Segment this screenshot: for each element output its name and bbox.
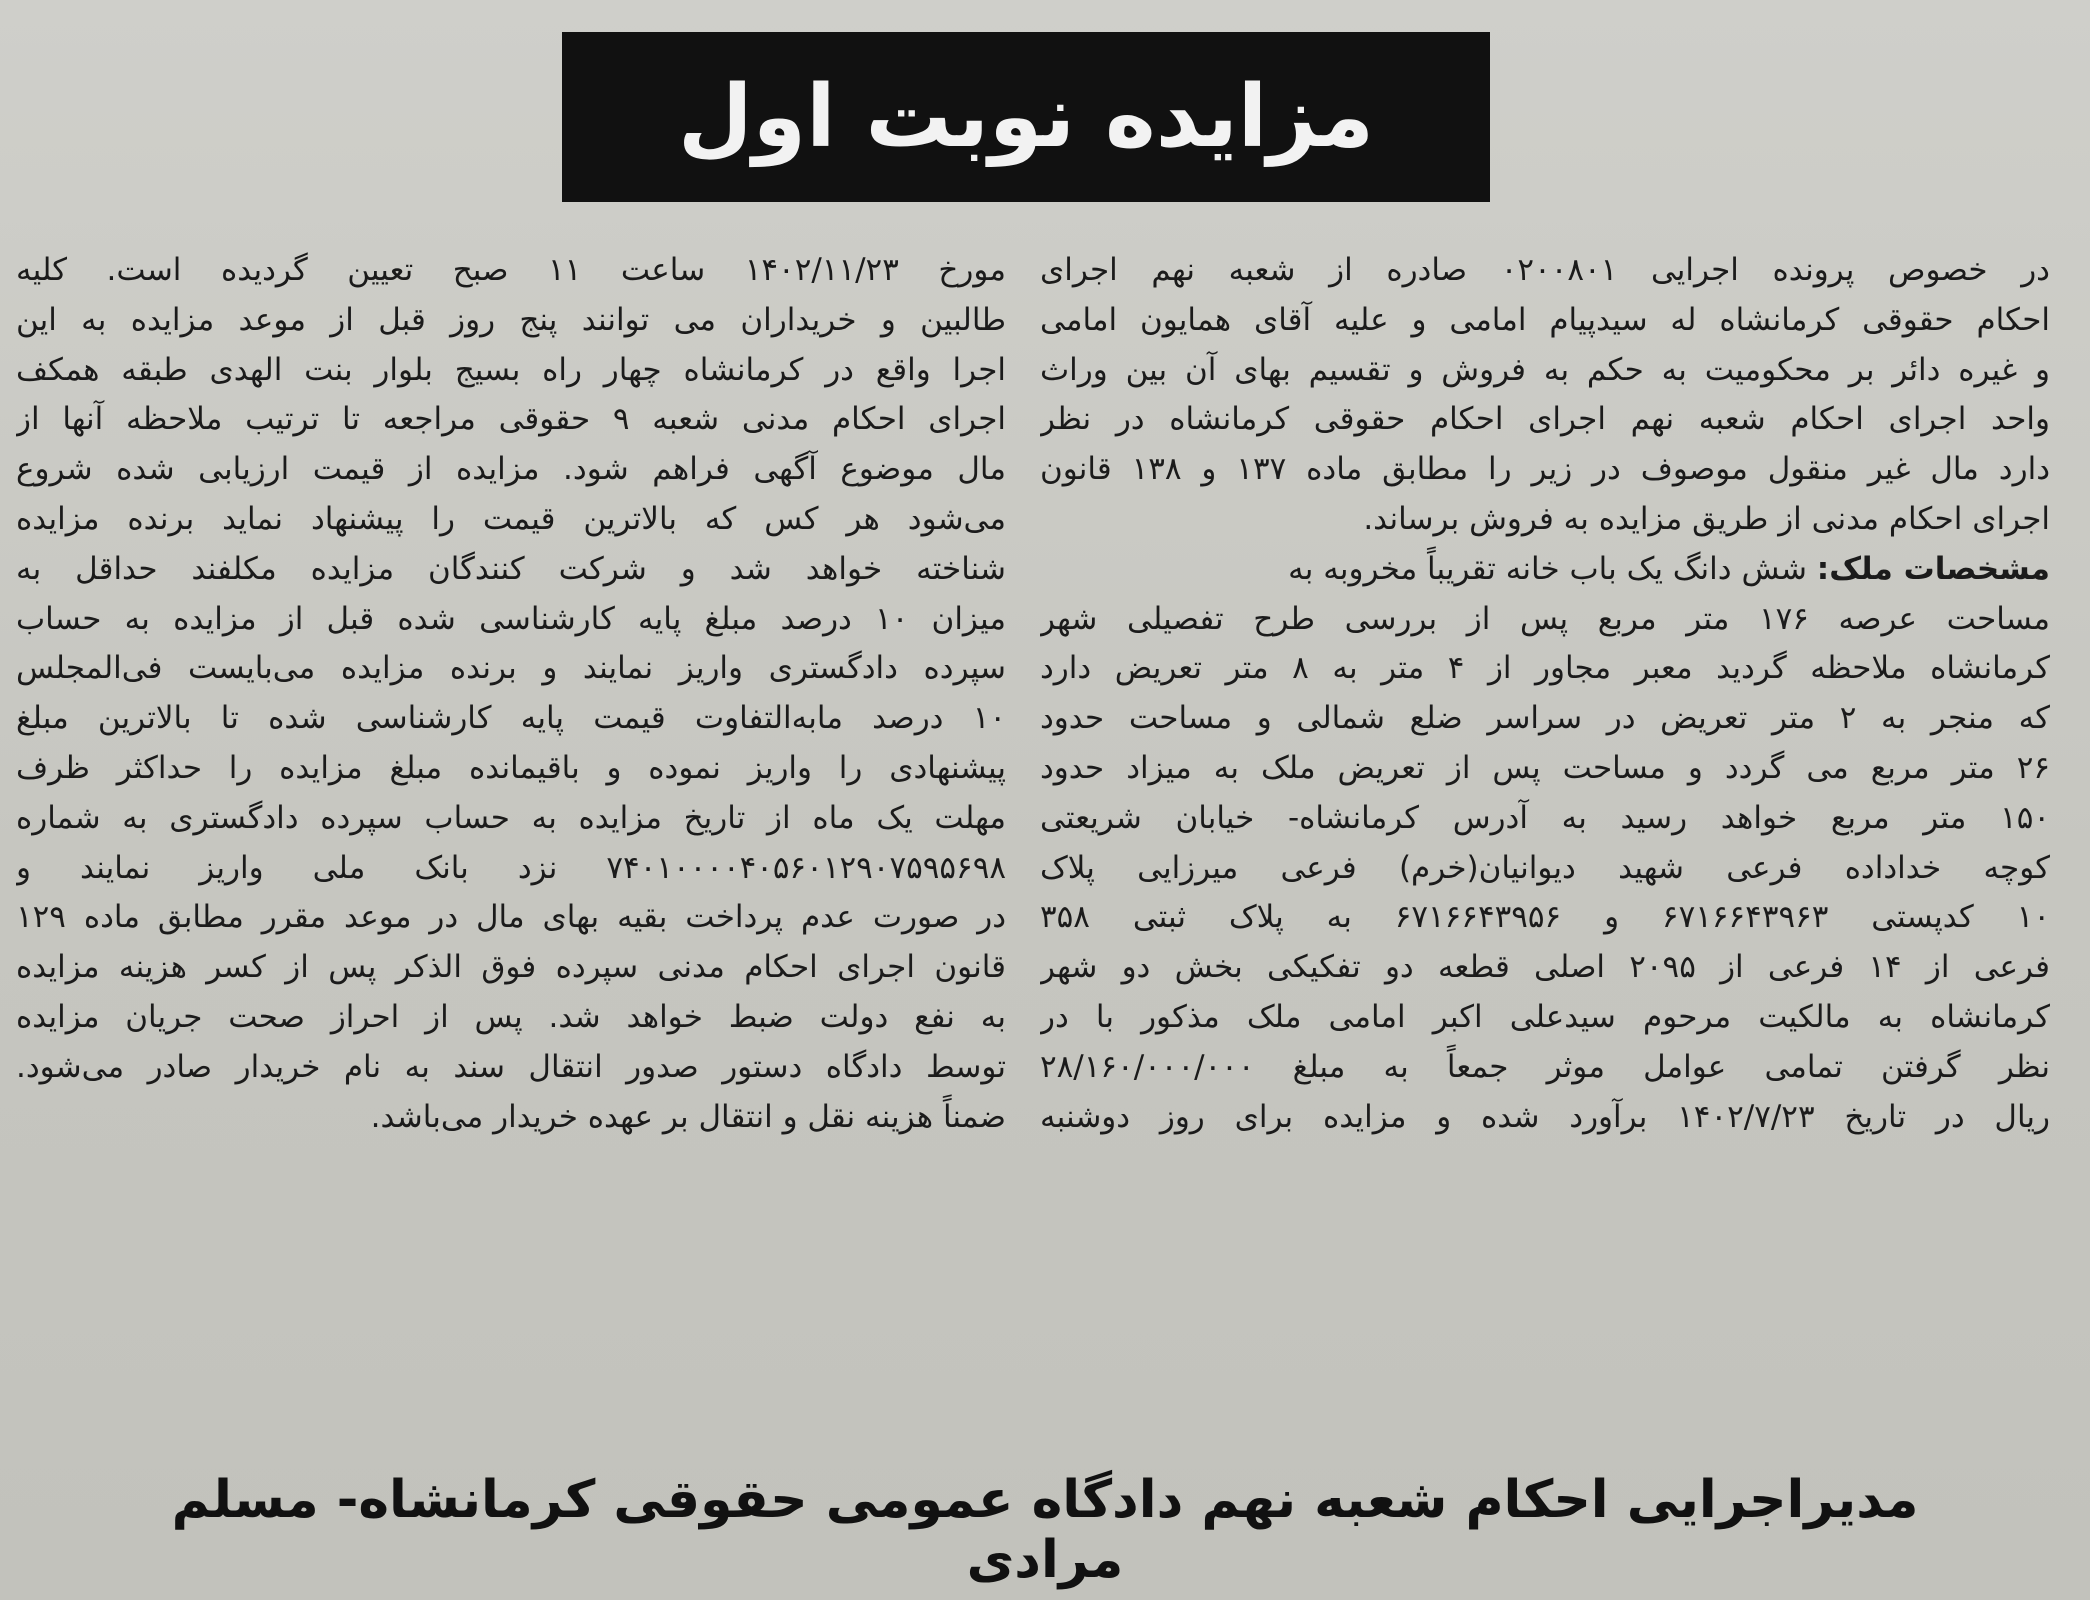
- specs-text: شش دانگ یک باب خانه تقریباً مخروبه به: [1288, 550, 1807, 587]
- text-line: واحد اجرای احکام شعبه نهم اجرای احکام حقوقی کرمانشاه در نظر: [1040, 401, 2050, 438]
- text-line: اجرا واقع در کرمانشاه چهار راه بسیج بلوار بنت الهدی طبقه همکف: [16, 351, 1006, 388]
- text-line: کرمانشاه ملاحظه گردید معبر مجاور از ۴ متر به ۸ متر تعریض دارد: [1040, 650, 2050, 687]
- text-line: سپرده دادگستری واریز نمایند و برنده مزایده می‌بایست فی‌المجلس: [16, 650, 1006, 687]
- text-line: می‌شود هر کس که بالاترین قیمت را پیشنهاد نماید برنده مزایده: [16, 500, 1006, 537]
- text-line: در خصوص پرونده اجرایی ۰۲۰۰۸۰۱ صادره از شعبه نهم اجرای: [1040, 252, 2050, 288]
- text-line: به نفع دولت ضبط خواهد شد. پس از احراز صحت جریان مزایده: [16, 998, 1006, 1035]
- text-line: ضمناً هزینه نقل و انتقال بر عهده خریدار می‌باشد.: [370, 1098, 1006, 1135]
- text-line: دارد مال غیر منقول موصوف در زیر را مطابق ماده ۱۳۷ و ۱۳۸ قانون: [1040, 451, 2050, 488]
- title-banner: [562, 32, 1490, 202]
- text-line: پیشنهادی را واریز نموده و باقیمانده مبلغ مزایده را حداکثر ظرف: [16, 749, 1006, 786]
- text-line: ۲۶ متر مربع می گردد و مساحت پس از تعریض ملک به میزاد حدود: [1040, 749, 2050, 786]
- text-line: و غیره دائر بر محکومیت به حکم به فروش و تقسیم بهای آن بین وراث: [1040, 351, 2050, 388]
- text-line: طالبین و خریداران می توانند پنج روز قبل از موعد مزایده به این: [16, 301, 1006, 338]
- text-line: احکام حقوقی کرمانشاه له سیدپیام امامی و علیه آقای همایون امامی: [1040, 301, 2050, 338]
- text-line: ۱۵۰ متر مربع خواهد رسید به آدرس کرمانشاه- خیابان شریعتی: [1040, 799, 2050, 836]
- signature-line: مدیراجرایی احکام شعبه نهم دادگاه عمومی حقوقی کرمانشاه- مسلم مرادی: [171, 1470, 1919, 1590]
- left-text-column: [16, 246, 1006, 1396]
- text-line: کوچه خداداده فرعی شهید دیوانیان(خرم) فرعی میرزایی پلاک: [1040, 849, 2050, 886]
- text-line: ۱۰ کدپستی ۶۷۱۶۶۴۳۹۶۳ و ۶۷۱۶۶۴۳۹۵۶ به پلاک ثبتی ۳۵۸: [1040, 899, 2050, 936]
- text-line: فرعی از ۱۴ فرعی از ۲۰۹۵ اصلی قطعه دو تفکیکی بخش دو شهر: [1040, 949, 2050, 986]
- text-line: که منجر به ۲ متر تعریض در سراسر ضلع شمالی و مساحت حدود: [1040, 700, 2050, 737]
- text-line: کرمانشاه به مالکیت مرحوم سیدعلی اکبر امامی ملک مذکور با در: [1040, 998, 2050, 1035]
- text-line: مورخ ۱۴۰۲/۱۱/۲۳ ساعت ۱۱ صبح تعیین گردیده است. کلیه: [16, 252, 1006, 288]
- specs-label: مشخصات ملک:: [1816, 550, 2050, 587]
- text-line: ریال در تاریخ ۱۴۰۲/۷/۲۳ برآورد شده و مزایده برای روز دوشنبه: [1040, 1098, 2050, 1135]
- text-line: اجرای احکام مدنی شعبه ۹ حقوقی مراجعه تا ترتیب ملاحظه آنها از: [16, 401, 1006, 438]
- text-line: نظر گرفتن تمامی عوامل موثر جمعاً به مبلغ ۲۸/۱۶۰/۰۰۰/۰۰۰: [1040, 1048, 2050, 1085]
- text-line: قانون اجرای احکام مدنی سپرده فوق الذکر پس از کسر هزینه مزایده: [16, 949, 1006, 986]
- specs-line: [1040, 545, 2050, 595]
- right-text-column: [1040, 246, 2050, 1396]
- text-line: در صورت عدم پرداخت بقیه بهای مال در موعد مقرر مطابق ماده ۱۲۹: [16, 899, 1006, 936]
- text-line: شناخته خواهد شد و شرکت کنندگان مزایده مکلفند حداقل به: [16, 550, 1006, 587]
- text-line: ۷۴۰۱۰۰۰۰۴۰۵۶۰۱۲۹۰۷۵۹۵۶۹۸ نزد بانک ملی واریز نمایند و: [16, 849, 1006, 886]
- text-line: مساحت عرصه ۱۷۶ متر مربع پس از بررسی طرح تفصیلی شهر: [1040, 600, 2050, 637]
- text-line: توسط دادگاه دستور صدور انتقال سند به نام خریدار صادر می‌شود.: [16, 1048, 1006, 1085]
- text-line: میزان ۱۰ درصد مبلغ پایه کارشناسی شده قبل از مزایده به حساب: [16, 600, 1006, 637]
- auction-title: مزایده نوبت اول: [678, 67, 1374, 167]
- text-line: مهلت یک ماه از تاریخ مزایده به حساب سپرده دادگستری به شماره: [16, 799, 1006, 836]
- text-line: مال موضوع آگهی فراهم شود. مزایده از قیمت ارزیابی شده شروع: [16, 451, 1006, 488]
- text-line: اجرای احکام مدنی از طریق مزایده به فروش برساند.: [1363, 500, 2050, 537]
- text-line: ۱۰ درصد مابه‌التفاوت قیمت پایه کارشناسی شده تا بالاترین مبلغ: [16, 700, 1006, 737]
